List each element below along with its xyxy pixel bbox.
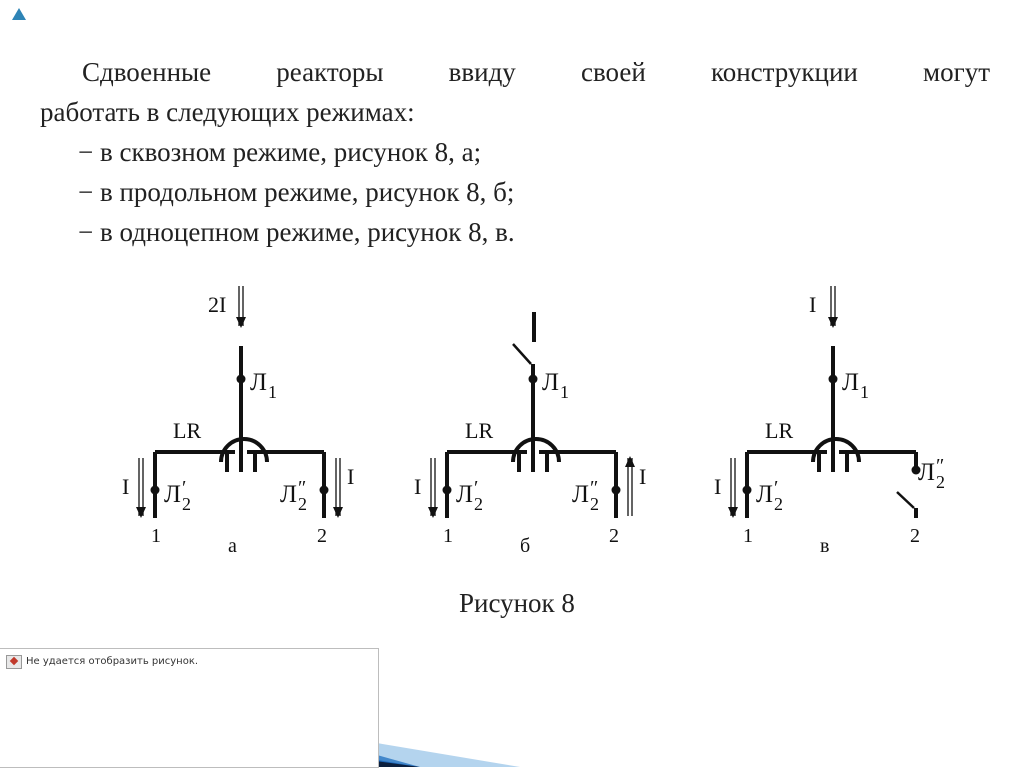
svg-text:′: ′ xyxy=(182,477,187,499)
terminal-2: 2 xyxy=(910,525,920,547)
slide-bullet-icon xyxy=(12,8,26,20)
current-arrow-left xyxy=(728,458,738,518)
svg-text:Л: Л xyxy=(280,481,297,508)
terminal-2: 2 xyxy=(609,525,619,547)
l2-prime-node xyxy=(743,486,752,495)
l2-dprime-node xyxy=(320,486,329,495)
svg-text:Л: Л xyxy=(250,369,267,396)
svg-text:1: 1 xyxy=(268,382,277,402)
diagram-v xyxy=(714,286,945,557)
svg-text:′: ′ xyxy=(774,477,779,499)
l2-prime-label xyxy=(164,477,191,514)
mode-item-single-circuit: − в одноцепном режиме, рисунок 8, в. xyxy=(78,217,515,247)
svg-text:2: 2 xyxy=(936,472,945,492)
svg-text:Л: Л xyxy=(456,481,473,508)
diagram-a xyxy=(122,286,354,557)
svg-text:″: ″ xyxy=(590,477,599,499)
current-label-left: I xyxy=(714,474,722,499)
l2-dprime-node xyxy=(612,486,621,495)
svg-text:Л: Л xyxy=(572,481,589,508)
diagram-sub-label: а xyxy=(228,535,237,557)
reactor-label: LR xyxy=(465,418,494,443)
current-arrow-right xyxy=(333,458,343,518)
svg-text:Л: Л xyxy=(164,481,181,508)
l1-label xyxy=(542,369,569,402)
svg-text:″: ″ xyxy=(936,455,945,477)
svg-text:2: 2 xyxy=(590,494,599,514)
svg-text:Л: Л xyxy=(756,481,773,508)
svg-text:′: ′ xyxy=(474,477,479,499)
paragraph-line-2: работать в следующих режимах: xyxy=(40,97,415,127)
l1-node xyxy=(529,375,538,384)
current-arrow-left xyxy=(136,458,146,518)
l2-prime-node xyxy=(443,486,452,495)
current-arrow-left xyxy=(428,458,438,518)
reactor-label: LR xyxy=(765,418,794,443)
diagram-sub-label: б xyxy=(520,535,531,557)
slide-text xyxy=(40,52,990,252)
svg-text:Л: Л xyxy=(842,369,859,396)
diagram-b xyxy=(414,312,646,557)
l2-dprime-label xyxy=(918,455,945,492)
l2-prime-label xyxy=(456,477,483,514)
svg-text:″: ″ xyxy=(298,477,307,499)
svg-text:Л: Л xyxy=(918,459,935,486)
l1-label xyxy=(250,369,277,402)
current-arrow-top xyxy=(828,286,838,328)
svg-text:Л: Л xyxy=(542,369,559,396)
current-label-top: 2I xyxy=(208,292,227,317)
right-switch-open xyxy=(897,492,914,508)
svg-text:2: 2 xyxy=(474,494,483,514)
current-label-right: I xyxy=(347,464,355,489)
current-arrow-top xyxy=(236,286,246,328)
reactor-label: LR xyxy=(173,418,202,443)
l2-dprime-label xyxy=(572,477,599,514)
broken-image-text: Не удается отобразить рисунок. xyxy=(26,656,199,667)
l2-dprime-label xyxy=(280,477,307,514)
svg-text:2: 2 xyxy=(182,494,191,514)
current-arrow-right xyxy=(625,456,635,516)
figure-caption: Рисунок 8 xyxy=(459,588,575,618)
l1-node xyxy=(237,375,246,384)
broken-image-icon xyxy=(6,655,22,669)
svg-text:2: 2 xyxy=(298,494,307,514)
current-label-left: I xyxy=(414,474,422,499)
top-switch-open xyxy=(513,344,531,364)
current-label-right: I xyxy=(639,464,647,489)
mode-item-longitudinal: − в продольном режиме, рисунок 8, б; xyxy=(78,177,515,207)
svg-text:1: 1 xyxy=(860,382,869,402)
paragraph-line-1: Сдвоенные реакторы ввиду своей конструкции могут xyxy=(82,57,990,87)
terminal-1: 1 xyxy=(151,525,161,547)
reactor-diagrams xyxy=(100,280,945,570)
l2-prime-label xyxy=(756,477,783,514)
broken-image-placeholder xyxy=(0,648,379,768)
terminal-2: 2 xyxy=(317,525,327,547)
l1-node xyxy=(829,375,838,384)
current-label-top: I xyxy=(809,292,817,317)
svg-text:2: 2 xyxy=(774,494,783,514)
terminal-1: 1 xyxy=(443,525,453,547)
svg-text:1: 1 xyxy=(560,382,569,402)
current-label-left: I xyxy=(122,474,130,499)
terminal-1: 1 xyxy=(743,525,753,547)
diagram-sub-label: в xyxy=(820,535,830,557)
l2-prime-node xyxy=(151,486,160,495)
l1-label xyxy=(842,369,869,402)
mode-item-through: − в сквозном режиме, рисунок 8, а; xyxy=(78,137,482,167)
